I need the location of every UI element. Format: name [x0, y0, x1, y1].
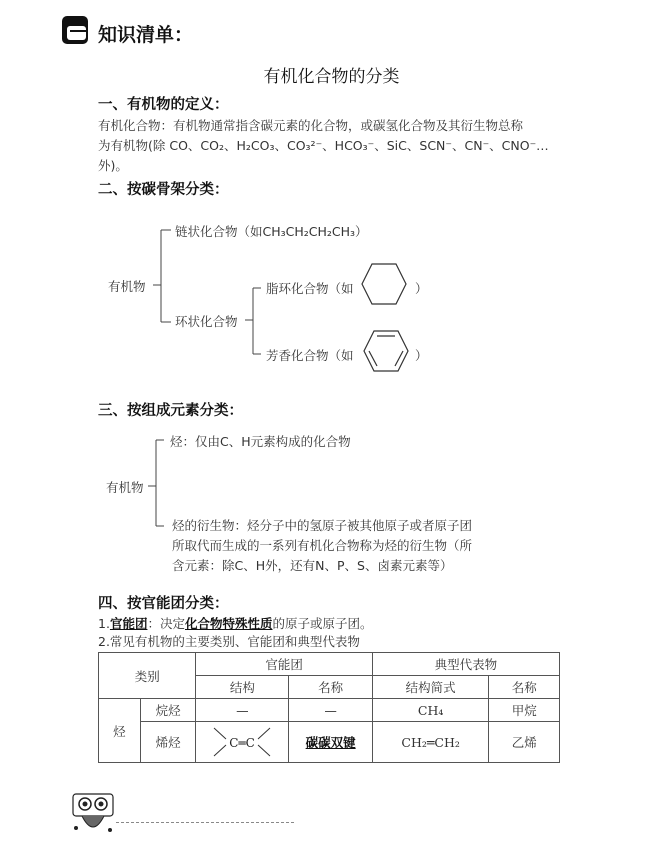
class-hydrocarbon: 烃: [99, 699, 141, 763]
subheader-structure: 结构: [196, 676, 289, 699]
row-formula: CH₄: [372, 699, 489, 722]
derivative-line-1: 烃的衍生物：烃分子中的氢原子被其他原子或者原子团: [172, 518, 473, 533]
functional-group-definition: [98, 614, 373, 634]
alicyclic-close: ）: [415, 281, 428, 296]
row-rep-name: 甲烷: [489, 699, 560, 722]
aromatic-close: ）: [415, 348, 428, 363]
page-title: 有机化合物的分类: [263, 67, 400, 87]
header-title: 知识清单：: [98, 24, 194, 46]
subheader-name: 名称: [289, 676, 372, 699]
double-bond-text: C═C: [229, 736, 256, 750]
def-suffix: 的原子或原子团。: [272, 616, 373, 631]
owl-mascot-icon: [70, 790, 116, 840]
section4-heading: 四、按官能团分类：: [98, 596, 229, 612]
definition-line-3: 外)。: [98, 158, 128, 173]
footer-divider: [116, 822, 294, 823]
row-rep-name: 乙烯: [489, 722, 560, 763]
alicyclic-compound: 脂环化合物（如: [266, 281, 354, 296]
section3-heading: 三、按组成元素分类：: [98, 403, 243, 419]
chain-compound: 链状化合物（如CH₃CH₂CH₂CH₃）: [175, 224, 368, 239]
section1-heading: 一、有机物的定义：: [98, 97, 229, 113]
header-category: 类别: [99, 653, 196, 699]
aromatic-compound: 芳香化合物（如: [266, 348, 354, 363]
book-icon: [60, 14, 90, 46]
table-caption: 2.常见有机物的主要类别、官能团和典型代表物: [98, 634, 360, 649]
definition-line-1: 有机化合物：有机物通常指含碳元素的化合物，或碳氢化合物及其衍生物总称: [98, 118, 524, 133]
header-functional-group: 官能团: [196, 653, 372, 676]
derivative-line-3: 含元素：除C、H外，还有N、P、S、卤素元素等）: [172, 558, 453, 573]
definition-line-2: 为有机物(除 CO、CO₂、H₂CO₃、CO₃²⁻、HCO₃⁻、SiC、SCN⁻、CN⁻、CNO⁻…: [98, 138, 549, 153]
carbon-skeleton-tree-lines: [145, 222, 265, 362]
def-key: 化合物特殊性质: [184, 616, 273, 631]
table-row: [99, 722, 560, 763]
subheader-rep-name: 名称: [489, 676, 560, 699]
tree-root-label: 有机物: [108, 279, 146, 294]
header-representative: 典型代表物: [372, 653, 559, 676]
row-subclass: 烯烃: [140, 722, 196, 763]
row-group-name: —: [289, 699, 372, 722]
functional-group-table: [98, 652, 560, 763]
row-structure: —: [196, 699, 289, 722]
table-row: [99, 699, 560, 722]
double-bond-icon: [196, 722, 288, 762]
def-term: 官能团: [109, 616, 148, 631]
subheader-formula: 结构简式: [372, 676, 489, 699]
ring-compound: 环状化合物: [175, 314, 238, 329]
row-formula: CH₂═CH₂: [372, 722, 489, 763]
section2-heading: 二、按碳骨架分类：: [98, 182, 229, 198]
benzene-icon: [362, 329, 410, 373]
def-mid: ：决定: [147, 616, 185, 631]
tree-root-label-2: 有机物: [106, 480, 144, 495]
double-bond-structure-cell: [196, 722, 289, 763]
row-subclass: 烷烃: [140, 699, 196, 722]
cyclohexane-icon: [360, 262, 408, 306]
def-prefix: 1.: [98, 616, 110, 631]
element-tree-lines: [148, 432, 172, 532]
hydrocarbon-definition: 烃：仅由C、H元素构成的化合物: [170, 434, 351, 449]
row-group-name: 碳碳双键: [289, 722, 372, 763]
derivative-line-2: 所取代而生成的一系列有机化合物称为烃的衍生物（所: [172, 538, 473, 553]
